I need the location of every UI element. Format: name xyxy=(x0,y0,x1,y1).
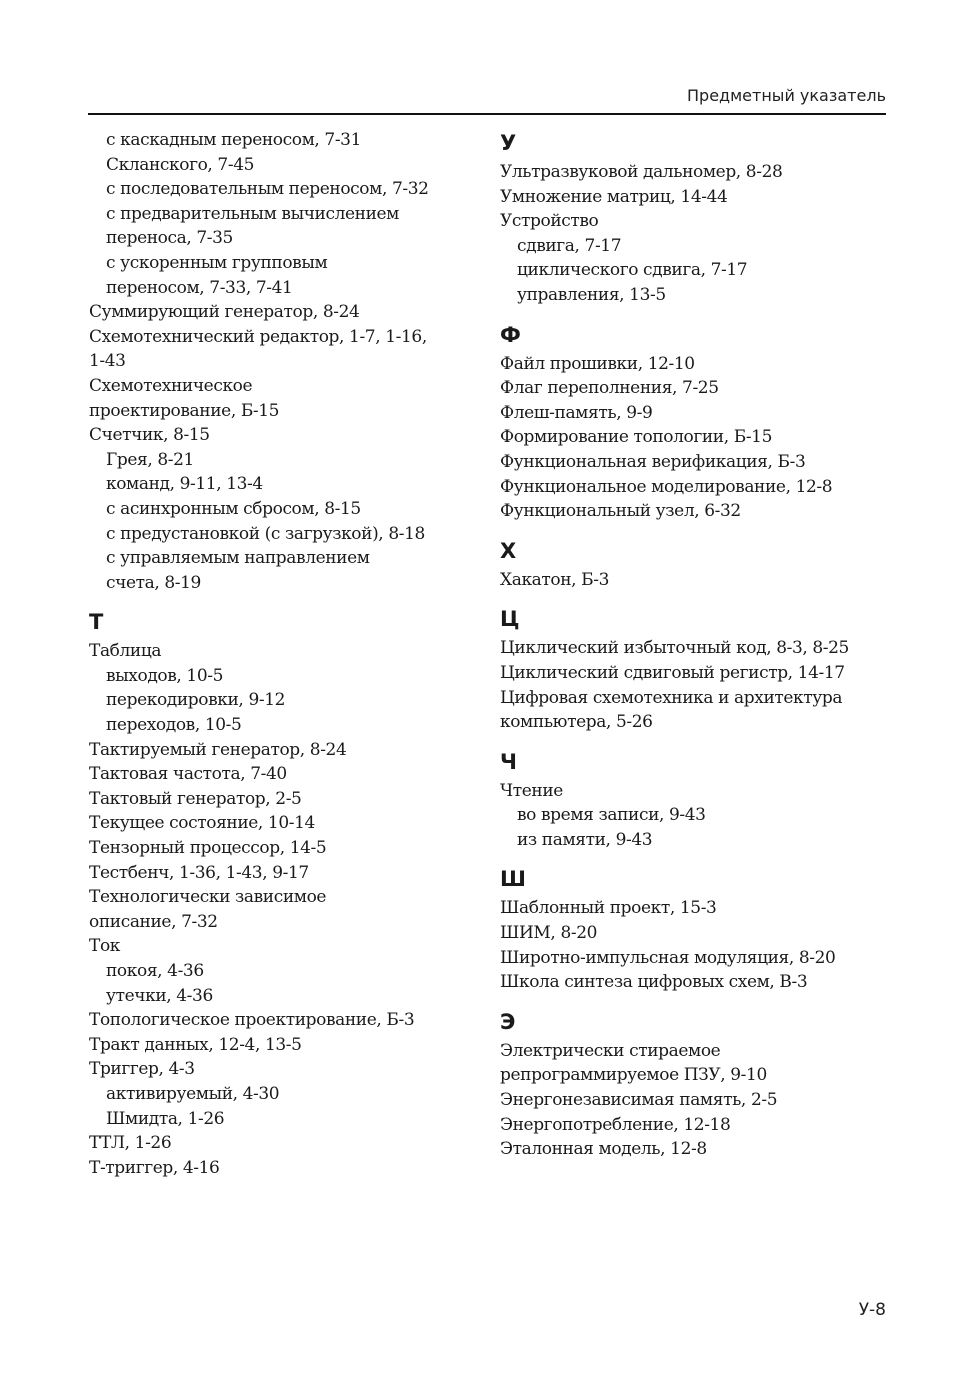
index-subentry: покоя, 4-36 xyxy=(106,961,204,981)
index-subentry: переноса, 7-35 xyxy=(106,228,233,249)
section-letter: Ф xyxy=(500,322,521,347)
index-entry: Электрически стираемое xyxy=(500,1040,721,1061)
index-subentry: циклического сдвига, 7-17 xyxy=(517,260,748,281)
index-entry: Формирование топологии, Б-15 xyxy=(500,427,773,448)
index-subentry: Скланского, 7-45 xyxy=(106,154,255,175)
index-entry: Ток xyxy=(89,936,120,957)
index-subentry: управления, 13-5 xyxy=(517,284,666,305)
index-entry: Циклический избыточный код, 8-3, 8-25 xyxy=(500,638,849,659)
index-entry: Тактовый генератор, 2-5 xyxy=(89,788,302,809)
section-letter: Ч xyxy=(500,749,517,774)
index-entry: Счетчик, 8-15 xyxy=(89,425,210,446)
index-entry: Функциональная верификация, Б-3 xyxy=(500,451,806,472)
index-entry: Эталонная модель, 12-8 xyxy=(500,1139,707,1160)
index-entry: Цифровая схемотехника и архитектура xyxy=(500,687,843,708)
index-entry: Файл прошивки, 12-10 xyxy=(500,353,695,374)
running-head: Предметный указатель xyxy=(687,86,886,105)
index-entry: Хакатон, Б-3 xyxy=(500,569,610,590)
index-entry: Т-триггер, 4-16 xyxy=(89,1157,220,1178)
index-subentry: с ускоренным групповым xyxy=(106,252,328,273)
index-entry: Таблица xyxy=(89,641,162,662)
index-entry: Функциональное моделирование, 12-8 xyxy=(500,476,833,497)
index-entry: описание, 7-32 xyxy=(89,911,218,932)
index-entry: Суммирующий генератор, 8-24 xyxy=(89,302,360,323)
index-entry: компьютера, 5-26 xyxy=(500,712,653,733)
index-subentry: команд, 9-11, 13-4 xyxy=(106,474,263,495)
index-subentry: переходов, 10-5 xyxy=(106,715,242,736)
index-entry: проектирование, Б-15 xyxy=(89,400,280,421)
index-entry: Тестбенч, 1-36, 1-43, 9-17 xyxy=(89,862,309,883)
index-subentry: с предустановкой (с загрузкой), 8-18 xyxy=(106,523,425,544)
index-subentry: из памяти, 9-43 xyxy=(517,829,653,850)
index-subentry: с предварительным вычислением xyxy=(106,203,399,224)
index-subentry: утечки, 4-36 xyxy=(106,985,213,1006)
index-entry: Текущее состояние, 10-14 xyxy=(89,813,315,834)
index-entry: Флеш-память, 9-9 xyxy=(500,402,653,423)
index-entry: Энергонезависимая память, 2-5 xyxy=(500,1090,778,1111)
index-entry: Тактируемый генератор, 8-24 xyxy=(89,739,347,760)
index-column-left xyxy=(89,128,484,1180)
index-entry: Тракт данных, 12-4, 13-5 xyxy=(89,1034,302,1055)
index-subentry: с асинхронным сбросом, 8-15 xyxy=(106,498,361,519)
index-subentry: с каскадным переносом, 7-31 xyxy=(106,130,361,150)
section-letter: У xyxy=(500,131,516,155)
index-subentry: во время записи, 9-43 xyxy=(517,805,706,826)
section-letter: Ц xyxy=(500,607,520,632)
index-entry: Схемотехнический редактор, 1-7, 1-16, xyxy=(89,326,427,347)
index-entry: 1-43 xyxy=(89,351,126,372)
index-entry: Широтно-импульсная модуляция, 8-20 xyxy=(500,947,836,968)
index-subentry: Грея, 8-21 xyxy=(106,449,194,470)
section-letter: Ш xyxy=(500,867,526,892)
header-rule xyxy=(88,113,886,115)
index-entry: Схемотехническое xyxy=(89,375,253,396)
index-subentry: активируемый, 4-30 xyxy=(106,1083,280,1104)
index-column-right xyxy=(500,128,890,1162)
index-subentry: переносом, 7-33, 7-41 xyxy=(106,277,293,298)
index-subentry: счета, 8-19 xyxy=(106,572,201,593)
index-entry: Флаг переполнения, 7-25 xyxy=(500,378,719,399)
index-subentry: Шмидта, 1-26 xyxy=(106,1108,225,1129)
page-number: У-8 xyxy=(858,1300,886,1320)
index-entry: Шаблонный проект, 15-3 xyxy=(500,898,717,919)
index-entry: Тензорный процессор, 14-5 xyxy=(89,838,327,859)
index-entry: Циклический сдвиговый регистр, 14-17 xyxy=(500,662,845,683)
index-subentry: выходов, 10-5 xyxy=(106,665,223,686)
index-entry: Ультразвуковой дальномер, 8-28 xyxy=(500,162,783,182)
index-entry: Школа синтеза цифровых схем, В-3 xyxy=(500,972,808,993)
index-entry: Тактовая частота, 7-40 xyxy=(89,764,287,785)
index-entry: ШИМ, 8-20 xyxy=(500,923,598,944)
index-entry: репрограммируемое ПЗУ, 9-10 xyxy=(500,1065,767,1086)
section-letter: Э xyxy=(500,1009,516,1034)
index-subentry: с последовательным переносом, 7-32 xyxy=(106,179,429,200)
index-entry: Устройство xyxy=(500,211,599,232)
index-entry: Умножение матриц, 14-44 xyxy=(500,186,728,207)
index-entry: Триггер, 4-3 xyxy=(89,1059,195,1080)
index-entry: Функциональный узел, 6-32 xyxy=(500,501,741,522)
index-entry: Энергопотребление, 12-18 xyxy=(500,1114,731,1135)
index-subentry: сдвига, 7-17 xyxy=(517,235,622,256)
section-letter: Т xyxy=(89,610,103,635)
index-subentry: перекодировки, 9-12 xyxy=(106,690,286,711)
index-subentry: с управляемым направлением xyxy=(106,548,370,569)
index-entry: ТТЛ, 1-26 xyxy=(89,1133,172,1154)
section-letter: Х xyxy=(500,538,516,563)
index-entry: Технологически зависимое xyxy=(89,887,327,908)
index-entry: Чтение xyxy=(500,780,563,801)
index-entry: Топологическое проектирование, Б-3 xyxy=(89,1010,415,1031)
